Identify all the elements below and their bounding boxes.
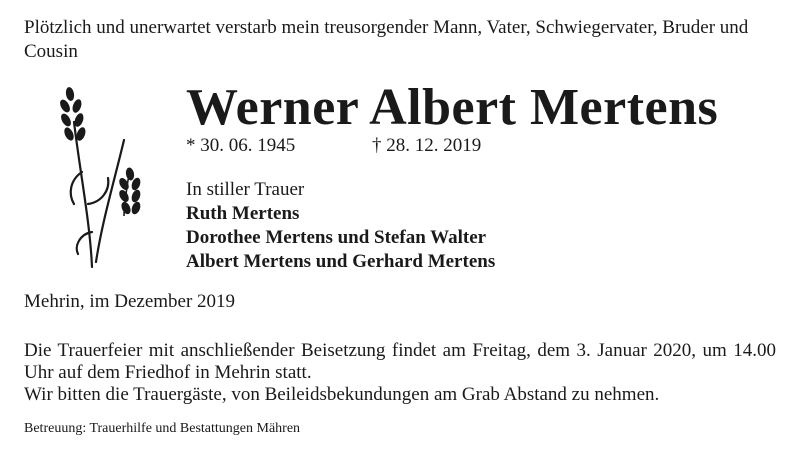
life-dates: [186, 134, 482, 158]
wheat-ears-icon: [52, 82, 152, 272]
condolence-request: Wir bitten die Trauergäste, von Beileidsbekundungen am Grab Abstand zu nehmen.: [24, 384, 660, 405]
mourner-name: Ruth Mertens: [186, 203, 300, 224]
mourner-name: Dorothee Mertens und Stefan Walter: [186, 227, 487, 248]
death-date: † 28. 12. 2019: [372, 135, 482, 156]
mourning-heading: In stiller Trauer: [186, 179, 305, 200]
intro-text: Plötzlich und unerwartet verstarb mein treusorgender Mann, Vater, Schwiegervater, Bruder und Cousin: [24, 17, 749, 62]
deceased-name: Werner Albert Mertens: [186, 79, 719, 136]
funeral-service-credit: Betreuung: Trauerhilfe und Bestattungen Mähren: [24, 421, 301, 436]
place-and-date: Mehrin, im Dezember 2019: [24, 291, 236, 312]
mourners-block: [186, 178, 495, 274]
birth-date: * 30. 06. 1945: [186, 135, 296, 156]
mourner-name: Albert Mertens und Gerhard Mertens: [186, 251, 496, 272]
funeral-info: Die Trauerfeier mit anschließender Beisetzung findet am Freitag, dem 3. Januar 2020, um 14.00 Uhr auf dem Friedhof in Mehrin statt.: [24, 340, 776, 383]
